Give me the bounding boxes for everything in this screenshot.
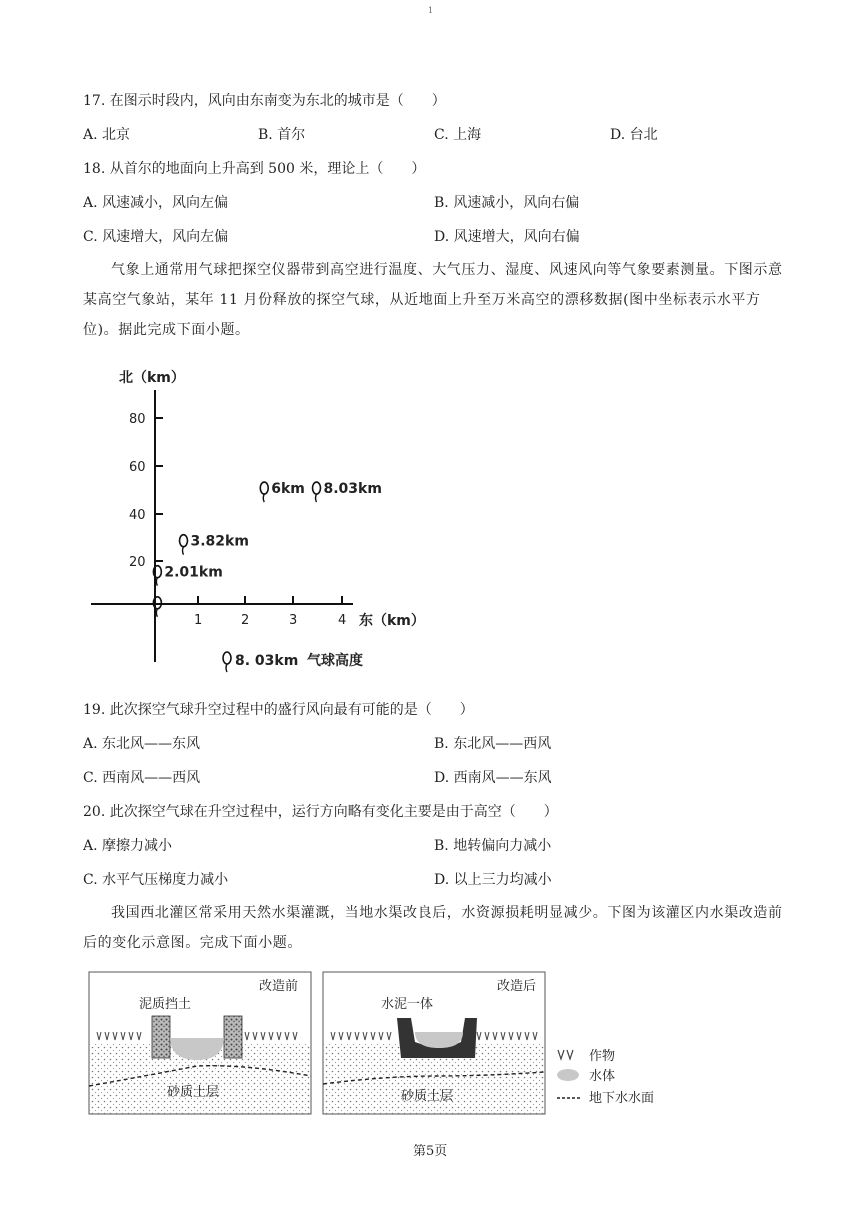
- question-20-stem: 20. 此次探空气球在升空过程中，运行方向略有变化主要是由于高空（ ）: [83, 804, 558, 820]
- question-19-option-c: C. 西南风——西风: [83, 770, 201, 786]
- legend-groundwater: 地下水水面: [589, 1091, 655, 1106]
- water-icon: [557, 1069, 579, 1081]
- after-cement-label: 水泥一体: [381, 997, 434, 1012]
- crop-icon: [558, 1050, 573, 1059]
- legend-water: 水体: [589, 1069, 616, 1084]
- question-18-option-d: D. 风速增大，风向右偏: [434, 229, 580, 245]
- canal-figure: [85, 968, 665, 1118]
- balloon-point-label-1: 2.01km: [164, 564, 223, 581]
- question-20-option-c: C. 水平气压梯度力减小: [83, 872, 229, 888]
- question-17-stem: 17. 在图示时段内，风向由东南变为东北的城市是（ ）: [83, 93, 446, 109]
- balloon-point-3: [260, 481, 305, 502]
- question-18-option-a: A. 风速减小，风向左偏: [83, 195, 229, 211]
- question-20-option-b: B. 地转偏向力减小: [434, 838, 552, 854]
- question-20-option-a: A. 摩擦力减小: [83, 838, 173, 854]
- balloon-icon: [223, 652, 231, 672]
- question-17-option-b: B. 首尔: [258, 127, 306, 143]
- y-tick-40: 40: [129, 508, 146, 523]
- question-18-option-c: C. 风速增大，风向左偏: [83, 229, 229, 245]
- question-19-option-d: D. 西南风——东风: [434, 770, 552, 786]
- y-tick-20: 20: [129, 555, 146, 570]
- y-tick-80: 80: [129, 412, 146, 427]
- balloon-points: [153, 481, 382, 617]
- chart-legend: [223, 652, 363, 672]
- y-tick-60: 60: [129, 460, 146, 475]
- mud-wall-left: [152, 1016, 170, 1058]
- before-title: 改造前: [259, 979, 299, 994]
- question-17-option-c: C. 上海: [434, 127, 482, 143]
- y-ticks: [129, 412, 163, 570]
- question-19-stem: 19. 此次探空气球升空过程中的盛行风向最有可能的是（ ）: [83, 702, 474, 718]
- balloon-point-label-2: 3.82km: [190, 533, 249, 550]
- x-ticks: [194, 596, 346, 628]
- question-17-option-d: D. 台北: [610, 127, 658, 143]
- page-number: 第5页: [413, 1144, 448, 1159]
- after-soil-label: 砂质土层: [401, 1089, 454, 1104]
- canal-legend: [557, 1048, 654, 1106]
- legend-label: 气球高度: [307, 653, 363, 669]
- balloon-point-label-3: 6km: [271, 481, 305, 498]
- question-20-option-d: D. 以上三力均减小: [434, 872, 552, 888]
- balloon-point-4: [313, 481, 382, 502]
- balloon-drift-chart: [85, 360, 425, 680]
- balloon-point-2: [180, 534, 249, 555]
- y-axis-label: 北（km）: [119, 370, 185, 386]
- x-tick-1: 1: [194, 613, 203, 628]
- after-title: 改造后: [497, 979, 537, 994]
- x-axis-label: 东（km）: [359, 613, 425, 629]
- balloon-point-label-4: 8.03km: [323, 481, 382, 498]
- question-19-option-a: A. 东北风——东风: [83, 736, 201, 752]
- panel-before: [89, 972, 311, 1114]
- question-18-stem: 18. 从首尔的地面向上升高到 500 米，理论上（ ）: [83, 161, 426, 177]
- passage-canal: 我国西北灌区常采用天然水渠灌溉，当地水渠改良后，水资源损耗明显减少。下图为该灌区内水渠改造前后的变化示意图。完成下面小题。: [83, 905, 783, 951]
- x-tick-4: 4: [338, 613, 347, 628]
- mud-wall-right: [224, 1016, 242, 1058]
- before-soil-label: 砂质土层: [167, 1085, 220, 1100]
- question-18-option-b: B. 风速减小，风向右偏: [434, 195, 580, 211]
- legend-crop: 作物: [589, 1049, 616, 1064]
- x-tick-3: 3: [289, 613, 298, 628]
- question-17-option-a: A. 北京: [83, 127, 131, 143]
- question-19-option-b: B. 东北风——西风: [434, 736, 552, 752]
- balloon-point-1: [153, 565, 222, 586]
- passage-balloon: 气象上通常用气球把探空仪器带到高空进行温度、大气压力、湿度、风速风向等气象要素测量。下图示意某高空气象站，某年 11 月份释放的探空气球，从近地面上升至万米高空的漂移数据(图中坐标表示水平方位)。据此完成下面小题。: [83, 262, 783, 338]
- x-tick-2: 2: [241, 613, 250, 628]
- before-mud-label: 泥质挡土: [139, 997, 192, 1012]
- header-mark: 1: [428, 6, 434, 15]
- panel-after: [323, 972, 545, 1114]
- legend-value: 8. 03km: [235, 653, 299, 669]
